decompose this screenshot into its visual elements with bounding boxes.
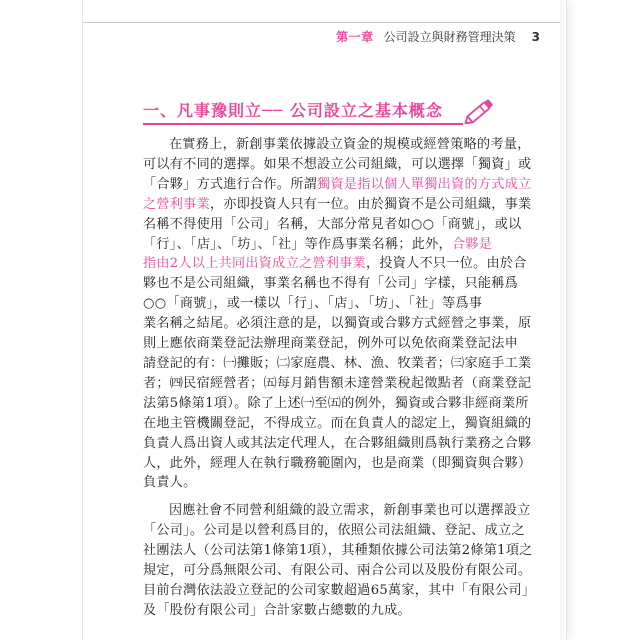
text-run: 「行」、「店」、「坊」、「社」等作爲事業名稱；此外， xyxy=(143,236,452,252)
text-line xyxy=(143,314,547,334)
text-line xyxy=(143,294,547,314)
text-run: ，亦即投資人只有一位。由於獨資不是公司組織，事業 xyxy=(209,196,532,212)
text-run: 法第5條第1項）。除了上述㈠至㈤的例外，獨資或合夥非經商業所 xyxy=(143,395,529,411)
text-run: 在地主管機關登記，不得成立。而在負責人的認定上，獨資組織的 xyxy=(143,415,532,431)
chapter-label: 第一章 xyxy=(336,30,374,44)
text-run: 因應社會不同營利組織的設立需求，新創事業也可以選擇設立 xyxy=(169,503,531,519)
text-line xyxy=(143,274,547,294)
text-run: 社團法人（公司法第1條第1項），其種類依據公司法第2條第1項之 xyxy=(143,543,533,559)
text-line xyxy=(143,374,547,394)
text-run: ，投資人不只一位。由於合 xyxy=(365,256,527,272)
highlighted-text: 獨資是指以個人單獨出資的方式成立 xyxy=(317,176,532,192)
text-run: 負責人。 xyxy=(143,475,197,491)
highlighted-text: 合夥是 xyxy=(451,236,493,252)
text-line xyxy=(143,414,547,434)
text-line xyxy=(143,394,547,414)
pencil-icon xyxy=(461,94,499,128)
top-divider xyxy=(83,22,566,23)
text-run: 請登記的有：㈠攤販；㈡家庭農、林、漁、牧業者；㈢家庭手工業 xyxy=(143,355,532,371)
section-title: 一、凡事豫則立── 公司設立之基本概念 xyxy=(143,101,443,120)
page-number: 3 xyxy=(531,30,540,44)
chapter-title: 公司設立與財務管理決策 xyxy=(383,30,516,44)
text-run: 名稱不得使用「公司」名稱，大部分常見者如○○「商號」，或以 xyxy=(143,216,522,232)
text-run: 負責人爲出資人或其法定代理人，在合夥組織則爲執行業務之合夥 xyxy=(143,435,532,451)
running-header xyxy=(336,28,540,45)
text-line xyxy=(143,195,547,215)
text-run: 在實務上，新創事業依據設立資金的規模或經營策略的考量， xyxy=(169,137,531,152)
text-run: 「合夥」方式進行合作。所謂 xyxy=(143,176,318,192)
text-line xyxy=(143,581,547,601)
book-page xyxy=(83,0,566,640)
text-run: 則上應依商業登記法辦理商業登記，例外可以免依商業登記法申 xyxy=(143,336,519,352)
section-underline xyxy=(143,123,463,125)
text-line xyxy=(143,434,547,454)
text-line xyxy=(143,501,547,521)
text-run: ○○「商號」，或一樣以「行」、「店」、「坊」、「社」等爲事 xyxy=(143,296,483,312)
body-text xyxy=(143,135,547,629)
text-line xyxy=(143,155,547,175)
text-run: 可以有不同的選擇。如果不想設立公司組織，可以選擇「獨資」或 xyxy=(143,156,532,172)
highlighted-text: 指由2人以上共同出資成立之營利事業 xyxy=(143,256,366,272)
paragraph xyxy=(143,135,547,493)
text-run: 及「股份有限公司」合計家數占總數的九成。 xyxy=(143,602,411,618)
text-line xyxy=(143,235,547,255)
text-line xyxy=(143,175,547,195)
section-heading xyxy=(143,98,555,126)
page-top-margin xyxy=(83,0,566,22)
text-line xyxy=(143,215,547,235)
text-line xyxy=(143,541,547,561)
text-line xyxy=(143,254,547,274)
paragraph xyxy=(143,501,547,620)
text-line xyxy=(143,601,547,621)
text-line xyxy=(143,135,547,155)
page-edge xyxy=(560,0,566,640)
text-run: 規定，可分爲無限公司、有限公司、兩合公司以及股份有限公司。 xyxy=(143,563,532,579)
text-run: 人，此外，經理人在執行職務範圍內，也是商業（即獨資與合夥） xyxy=(143,455,532,471)
text-run: 業名稱之結尾。必須注意的是，以獨資或合夥方式經營之事業，原 xyxy=(143,316,532,332)
highlighted-text: 之營利事業 xyxy=(143,196,210,212)
text-run: 目前台灣依法設立登記的公司家數超過65萬家，其中「有限公司」 xyxy=(143,582,536,598)
text-line xyxy=(143,561,547,581)
text-run: 夥也不是公司組織，事業名稱也不得有「公司」字樣，只能稱爲 xyxy=(143,276,519,292)
text-run: 「公司」。公司是以營利爲目的，依照公司法組織、登記、成立之 xyxy=(143,523,525,539)
text-line xyxy=(143,473,547,493)
text-line xyxy=(143,334,547,354)
text-line xyxy=(143,521,547,541)
text-line xyxy=(143,454,547,474)
text-run: 者；㈣民宿經營者；㈤每月銷售額未達營業稅起徵點者（商業登記 xyxy=(143,375,532,391)
text-line xyxy=(143,354,547,374)
